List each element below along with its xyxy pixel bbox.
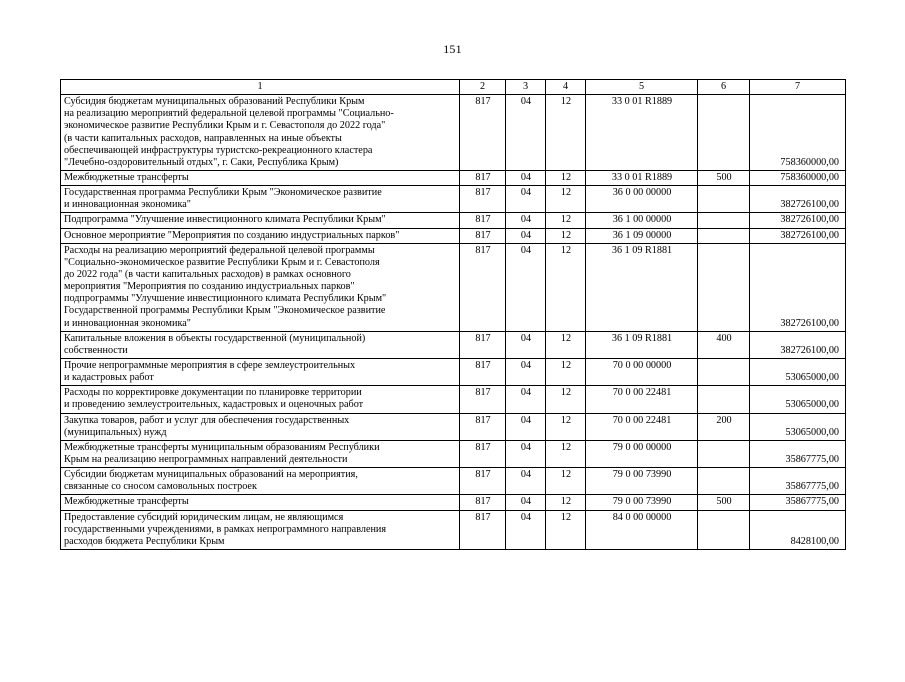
- row-target-code: 79 0 00 73990: [586, 495, 698, 510]
- description-line: Крым на реализацию непрограммных направлений деятельности: [64, 453, 348, 465]
- description-line: Субсидии бюджетам муниципальных образований на мероприятия,: [64, 469, 358, 481]
- amount-value: 53065000,00: [785, 426, 839, 438]
- description-line: государственными учреждениями, в рамках непрограммного направления: [64, 523, 387, 535]
- row-description: [61, 213, 460, 228]
- row-target-code: 79 0 00 00000: [586, 440, 698, 467]
- row-amount: [750, 331, 846, 358]
- description-line: на реализацию мероприятий федеральной целевой программы "Социально-: [64, 108, 394, 120]
- table-row: [61, 468, 846, 495]
- row-subsection: 12: [546, 510, 586, 549]
- description-line: Капитальные вложения в объекты государственной (муниципальной): [64, 332, 366, 344]
- row-amount: [750, 95, 846, 171]
- row-subsection: 12: [546, 228, 586, 243]
- row-amount: [750, 358, 846, 385]
- table-row: [61, 186, 846, 213]
- amount-value: 382726100,00: [780, 229, 839, 241]
- table-row: [61, 358, 846, 385]
- budget-table-container: [60, 79, 845, 550]
- row-amount: [750, 186, 846, 213]
- row-section: 04: [506, 228, 546, 243]
- row-target-code: 84 0 00 00000: [586, 510, 698, 549]
- row-expense-type: 200: [698, 413, 750, 440]
- column-header-6: 6: [698, 80, 750, 95]
- row-amount: [750, 386, 846, 413]
- table-row: [61, 510, 846, 549]
- row-subsection: 12: [546, 243, 586, 331]
- row-amount: [750, 243, 846, 331]
- page-number: 151: [443, 42, 462, 56]
- description-line: Межбюджетные трансферты: [64, 496, 189, 508]
- description-line: "Лечебно-оздоровительный отдых", г. Саки, Республика Крым): [64, 156, 339, 168]
- row-description: [61, 228, 460, 243]
- row-section: 04: [506, 170, 546, 185]
- row-target-code: 79 0 00 73990: [586, 468, 698, 495]
- description-line: Расходы по корректировке документации по планировке территории: [64, 387, 362, 399]
- table-row: [61, 170, 846, 185]
- description-line: подпрограммы "Улучшение инвестиционного климата Республики Крым": [64, 293, 387, 305]
- amount-value: 53065000,00: [785, 399, 839, 411]
- row-expense-type: [698, 510, 750, 549]
- row-amount: [750, 468, 846, 495]
- amount-value: 382726100,00: [780, 344, 839, 356]
- row-target-code: 36 1 09 R1881: [586, 331, 698, 358]
- row-description: [61, 170, 460, 185]
- description-line: и кадастровых работ: [64, 372, 154, 384]
- row-target-code: 70 0 00 00000: [586, 358, 698, 385]
- description-line: и проведению землеустроительных, кадастровых и оценочных работ: [64, 399, 364, 411]
- table-body: [61, 80, 846, 550]
- row-description: [61, 95, 460, 171]
- row-target-code: 33 0 01 R1889: [586, 170, 698, 185]
- row-target-code: 33 0 01 R1889: [586, 95, 698, 171]
- row-subsection: 12: [546, 413, 586, 440]
- row-section: 04: [506, 95, 546, 171]
- row-expense-type: [698, 468, 750, 495]
- description-line: Подпрограмма "Улучшение инвестиционного климата Республики Крым": [64, 214, 386, 226]
- row-chapter: 817: [460, 468, 506, 495]
- row-description: [61, 495, 460, 510]
- description-line: связанные со сносом самовольных построек: [64, 481, 257, 493]
- table-row: [61, 440, 846, 467]
- row-chapter: 817: [460, 510, 506, 549]
- row-section: 04: [506, 510, 546, 549]
- amount-value: 53065000,00: [785, 372, 839, 384]
- description-line: Государственная программа Республики Крым "Экономическое развитие: [64, 187, 382, 199]
- row-subsection: 12: [546, 213, 586, 228]
- description-line: Предоставление субсидий юридическим лицам, не являющимся: [64, 511, 344, 523]
- row-expense-type: [698, 95, 750, 171]
- amount-value: 758360000,00: [780, 171, 839, 183]
- row-subsection: 12: [546, 170, 586, 185]
- description-line: Расходы на реализацию мероприятий федеральной целевой программы: [64, 244, 375, 256]
- row-amount: [750, 440, 846, 467]
- row-subsection: 12: [546, 440, 586, 467]
- row-section: 04: [506, 386, 546, 413]
- row-expense-type: [698, 386, 750, 413]
- description-line: "Социально-экономическое развитие Республики Крым и г. Севастополя: [64, 256, 380, 268]
- row-description: [61, 186, 460, 213]
- row-section: 04: [506, 468, 546, 495]
- row-chapter: 817: [460, 228, 506, 243]
- row-expense-type: [698, 440, 750, 467]
- amount-value: 382726100,00: [780, 214, 839, 226]
- row-subsection: 12: [546, 186, 586, 213]
- row-target-code: 70 0 00 22481: [586, 413, 698, 440]
- description-line: Прочие непрограммные мероприятия в сфере землеустроительных: [64, 359, 356, 371]
- column-header-1: 1: [61, 80, 460, 95]
- row-expense-type: 400: [698, 331, 750, 358]
- row-amount: [750, 510, 846, 549]
- row-amount: [750, 170, 846, 185]
- description-line: до 2022 года" (в части капитальных расходов) в рамках основного: [64, 268, 351, 280]
- row-expense-type: [698, 228, 750, 243]
- row-amount: [750, 213, 846, 228]
- row-chapter: 817: [460, 213, 506, 228]
- row-chapter: 817: [460, 358, 506, 385]
- row-section: 04: [506, 440, 546, 467]
- budget-table: [60, 79, 846, 550]
- row-amount: [750, 413, 846, 440]
- description-line: (в части капитальных расходов, направленных на иные объекты: [64, 132, 342, 144]
- row-subsection: 12: [546, 386, 586, 413]
- row-subsection: 12: [546, 331, 586, 358]
- description-line: собственности: [64, 344, 128, 356]
- description-line: (муниципальных) нужд: [64, 426, 167, 438]
- row-subsection: 12: [546, 358, 586, 385]
- description-line: Межбюджетные трансферты муниципальным образованиям Республики: [64, 441, 380, 453]
- row-description: [61, 440, 460, 467]
- amount-value: 8428100,00: [790, 535, 839, 547]
- description-line: Субсидия бюджетам муниципальных образований Республики Крым: [64, 96, 365, 108]
- row-subsection: 12: [546, 468, 586, 495]
- row-chapter: 817: [460, 386, 506, 413]
- row-section: 04: [506, 213, 546, 228]
- row-chapter: 817: [460, 440, 506, 467]
- row-section: 04: [506, 413, 546, 440]
- row-section: 04: [506, 186, 546, 213]
- row-description: [61, 510, 460, 549]
- row-target-code: 36 1 00 00000: [586, 213, 698, 228]
- row-description: [61, 243, 460, 331]
- description-line: мероприятия "Мероприятия по созданию индустриальных парков": [64, 281, 355, 293]
- row-target-code: 70 0 00 22481: [586, 386, 698, 413]
- row-section: 04: [506, 243, 546, 331]
- document-page: [0, 42, 905, 682]
- description-line: и инновационная экономика": [64, 317, 191, 329]
- table-row: [61, 213, 846, 228]
- table-row: [61, 386, 846, 413]
- row-expense-type: 500: [698, 495, 750, 510]
- row-description: [61, 331, 460, 358]
- amount-value: 758360000,00: [780, 156, 839, 168]
- row-chapter: 817: [460, 331, 506, 358]
- row-expense-type: [698, 358, 750, 385]
- row-chapter: 817: [460, 186, 506, 213]
- row-section: 04: [506, 358, 546, 385]
- amount-value: 382726100,00: [780, 317, 839, 329]
- row-target-code: 36 1 09 R1881: [586, 243, 698, 331]
- row-chapter: 817: [460, 413, 506, 440]
- row-amount: [750, 228, 846, 243]
- table-header-row: [61, 80, 846, 95]
- amount-value: 35867775,00: [785, 481, 839, 493]
- row-expense-type: 500: [698, 170, 750, 185]
- description-line: Основное мероприятие "Мероприятия по созданию индустриальных парков": [64, 229, 400, 241]
- table-row: [61, 243, 846, 331]
- column-header-7: 7: [750, 80, 846, 95]
- description-line: обеспечивающей инфраструктуры туристско-рекреационного кластера: [64, 144, 373, 156]
- table-row: [61, 331, 846, 358]
- row-amount: [750, 495, 846, 510]
- row-description: [61, 413, 460, 440]
- row-chapter: 817: [460, 170, 506, 185]
- row-expense-type: [698, 213, 750, 228]
- description-line: Государственной программы Республики Крым "Экономическое развитие: [64, 305, 386, 317]
- column-header-5: 5: [586, 80, 698, 95]
- row-subsection: 12: [546, 495, 586, 510]
- row-chapter: 817: [460, 495, 506, 510]
- column-header-3: 3: [506, 80, 546, 95]
- description-line: и инновационная экономика": [64, 199, 191, 211]
- amount-value: 382726100,00: [780, 199, 839, 211]
- table-row: [61, 495, 846, 510]
- table-row: [61, 95, 846, 171]
- row-section: 04: [506, 331, 546, 358]
- row-target-code: 36 1 09 00000: [586, 228, 698, 243]
- description-line: Межбюджетные трансферты: [64, 171, 189, 183]
- table-row: [61, 228, 846, 243]
- amount-value: 35867775,00: [785, 496, 839, 508]
- description-line: экономическое развитие Республики Крым и г. Севастополя до 2022 года": [64, 120, 386, 132]
- amount-value: 35867775,00: [785, 453, 839, 465]
- row-description: [61, 468, 460, 495]
- column-header-4: 4: [546, 80, 586, 95]
- row-section: 04: [506, 495, 546, 510]
- row-chapter: 817: [460, 95, 506, 171]
- description-line: расходов бюджета Республики Крым: [64, 535, 225, 547]
- row-target-code: 36 0 00 00000: [586, 186, 698, 213]
- row-subsection: 12: [546, 95, 586, 171]
- table-row: [61, 413, 846, 440]
- row-expense-type: [698, 243, 750, 331]
- row-expense-type: [698, 186, 750, 213]
- row-description: [61, 386, 460, 413]
- row-chapter: 817: [460, 243, 506, 331]
- description-line: Закупка товаров, работ и услуг для обеспечения государственных: [64, 414, 350, 426]
- row-description: [61, 358, 460, 385]
- column-header-2: 2: [460, 80, 506, 95]
